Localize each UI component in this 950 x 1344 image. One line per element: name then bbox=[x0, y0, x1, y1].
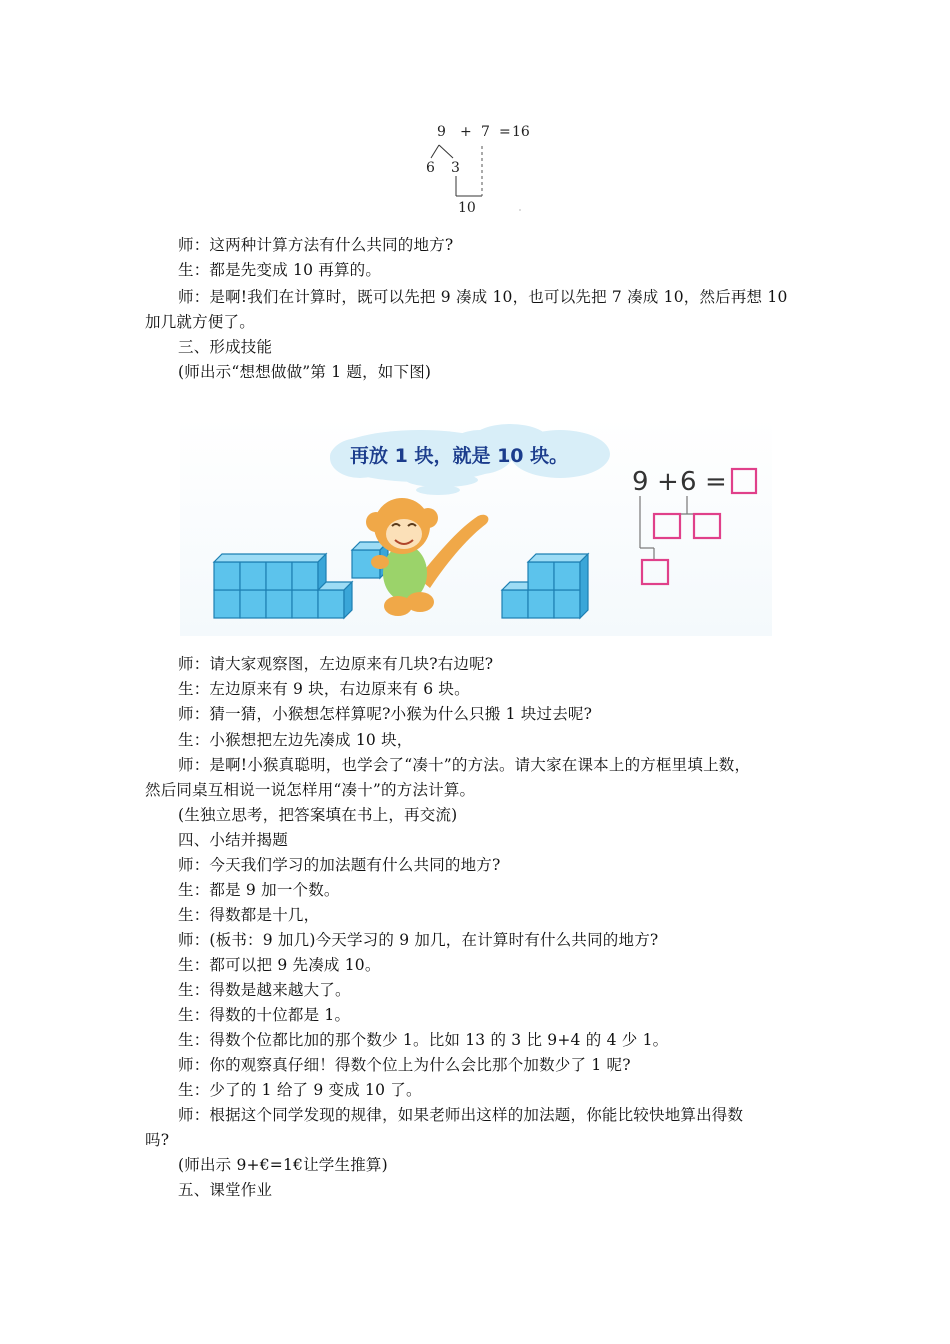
text-line: 生：得数是越来越大了。 bbox=[178, 981, 351, 999]
monkey-cubes-illustration bbox=[180, 418, 772, 636]
text-line: 生：得数个位都比加的那个数少 1。比如 13 的 3 比 9+4 的 4 少 1。 bbox=[178, 1031, 669, 1049]
text-line: 吗? bbox=[145, 1131, 170, 1149]
pic-eq-a: 9 bbox=[632, 467, 649, 497]
text-line: (师出示 9+€=1€让学生推算) bbox=[178, 1156, 388, 1174]
section-heading: 五、课堂作业 bbox=[178, 1181, 273, 1199]
section-heading: 三、形成技能 bbox=[178, 338, 273, 356]
text-line: 然后同桌互相说一说怎样用“凑十”的方法计算。 bbox=[145, 781, 476, 799]
equation-equals: = bbox=[499, 124, 511, 140]
equation-addend-b: 7 bbox=[481, 124, 490, 140]
text-line: 生：少了的 1 给了 9 变成 10 了。 bbox=[178, 1081, 422, 1099]
text-line: 师：是啊!我们在计算时，既可以先把 9 凑成 10，也可以先把 7 凑成 10，然后再想 10 bbox=[178, 288, 788, 306]
text-line: 生：都可以把 9 先凑成 10。 bbox=[178, 956, 381, 974]
split-left: 6 bbox=[426, 160, 435, 176]
pic-eq-b: 6 bbox=[680, 467, 697, 497]
section-heading: 四、小结并揭题 bbox=[178, 831, 288, 849]
ten-label: 10 bbox=[458, 200, 476, 216]
pic-eq-plus: + bbox=[657, 467, 679, 497]
text-line: 师：这两种计算方法有什么共同的地方? bbox=[178, 236, 454, 254]
text-line: 生：都是先变成 10 再算的。 bbox=[178, 261, 382, 279]
text-line: (生独立思考，把答案填在书上，再交流) bbox=[178, 806, 458, 824]
text-line: 生：得数的十位都是 1。 bbox=[178, 1006, 351, 1024]
text-line: 师：根据这个同学发现的规律，如果老师出这样的加法题，你能比较快地算出得数 bbox=[178, 1106, 744, 1124]
text-line: 师：今天我们学习的加法题有什么共同的地方? bbox=[178, 856, 501, 874]
text-line: 师：(板书：9 加几)今天学习的 9 加几，在计算时有什么共同的地方? bbox=[178, 931, 659, 949]
text-line: (师出示“想想做做”第 1 题，如下图) bbox=[178, 363, 432, 381]
text-line: 生：左边原来有 9 块，右边原来有 6 块。 bbox=[178, 680, 470, 698]
text-line: 生：小猴想把左边先凑成 10 块， bbox=[178, 731, 413, 749]
pic-eq-equals: = bbox=[705, 467, 727, 497]
equation-addend-a: 9 bbox=[437, 124, 446, 140]
text-line: 生：得数都是十几， bbox=[178, 906, 320, 924]
text-line: 师：你的观察真仔细！得数个位上为什么会比那个加数少了 1 呢? bbox=[178, 1056, 631, 1074]
text-line: 师：请大家观察图，左边原来有几块?右边呢? bbox=[178, 655, 494, 673]
equation-plus: + bbox=[460, 124, 472, 140]
text-line: 加几就方便了。 bbox=[145, 313, 255, 331]
split-right: 3 bbox=[451, 160, 460, 176]
text-line: 生：都是 9 加一个数。 bbox=[178, 881, 340, 899]
decomposition-figure bbox=[415, 118, 545, 223]
text-line: 师：是啊!小猴真聪明，也学会了“凑十”的方法。请大家在课本上的方框里填上数， bbox=[178, 756, 751, 774]
text-line: 师：猜一猜，小猴想怎样算呢?小猴为什么只搬 1 块过去呢? bbox=[178, 705, 593, 723]
equation-result: 16 bbox=[512, 124, 530, 140]
bubble-text: 再放 1 块，就是 10 块。 bbox=[350, 445, 569, 467]
